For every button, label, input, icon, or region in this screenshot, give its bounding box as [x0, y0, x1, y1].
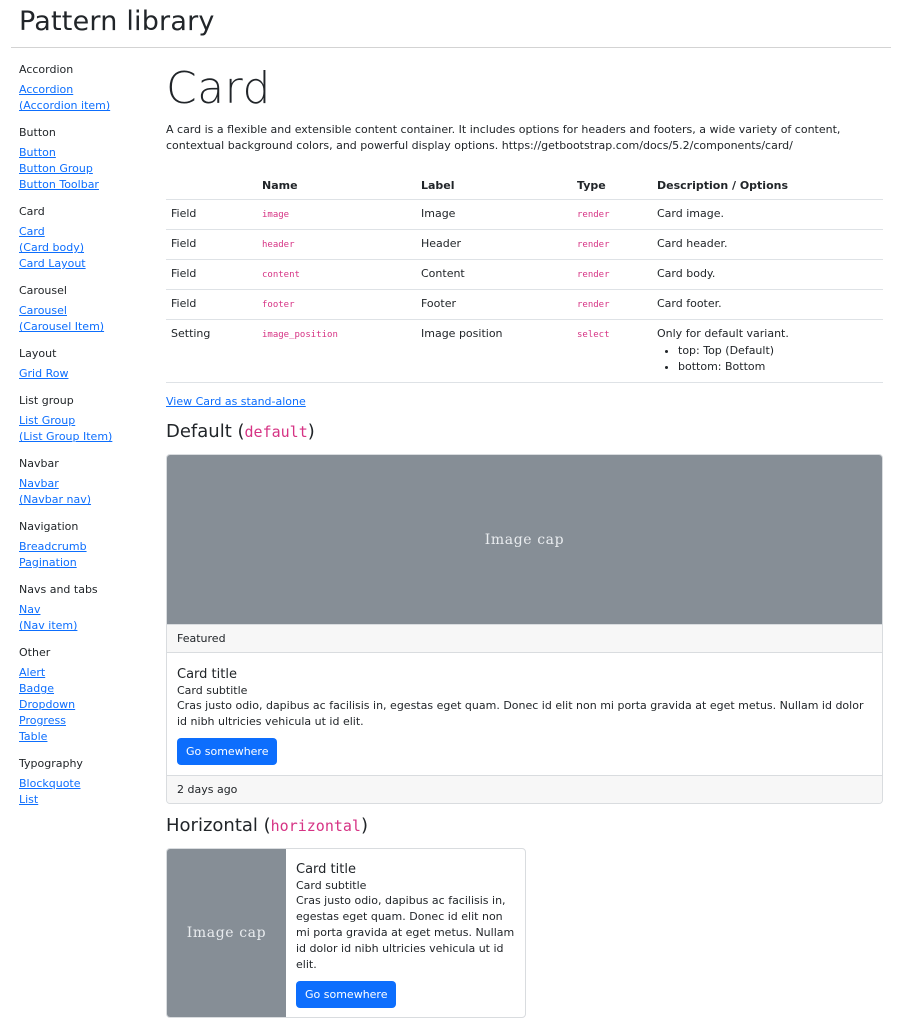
- sidebar-group-navigation: [19, 519, 149, 571]
- card-title: Card title: [296, 862, 356, 877]
- row-kind: Setting: [166, 320, 257, 383]
- variant-title-text: Horizontal (: [166, 815, 271, 836]
- column-header-description: Description / Options: [652, 172, 883, 200]
- sidebar-link-table[interactable]: Table: [19, 730, 48, 743]
- sidebar-link-card[interactable]: Card: [19, 225, 45, 238]
- go-somewhere-button[interactable]: Go somewhere: [177, 738, 277, 765]
- variant-title-close: ): [360, 815, 368, 836]
- sidebar-link-dropdown[interactable]: Dropdown: [19, 698, 76, 711]
- sidebar-link-carousel-item[interactable]: (Carousel Item): [19, 320, 105, 333]
- variant-code: default: [244, 423, 308, 441]
- options-list: [657, 343, 878, 375]
- variant-title-close: ): [307, 421, 315, 442]
- sidebar-group-title: Navs and tabs: [19, 583, 98, 596]
- sidebar-group-title: Navbar: [19, 457, 59, 470]
- sidebar-link-nav[interactable]: Nav: [19, 603, 41, 616]
- card-title: Card title: [177, 667, 237, 682]
- row-kind: Field: [166, 260, 257, 290]
- row-type: render: [577, 300, 610, 310]
- sidebar-link-card-layout[interactable]: Card Layout: [19, 257, 86, 270]
- table-row: [166, 230, 883, 260]
- sidebar: [19, 62, 149, 819]
- row-description: Card image.: [652, 200, 883, 230]
- sidebar-link-breadcrumb[interactable]: Breadcrumb: [19, 540, 87, 553]
- sidebar-group-title: Other: [19, 646, 51, 659]
- page-title: Pattern library: [19, 6, 215, 37]
- sidebar-link-nav-item[interactable]: (Nav item): [19, 619, 78, 632]
- card-subtitle: Card subtitle: [177, 684, 248, 697]
- row-kind: Field: [166, 290, 257, 320]
- table-row: [166, 260, 883, 290]
- sidebar-link-blockquote[interactable]: Blockquote: [19, 777, 81, 790]
- row-label: Image: [416, 200, 572, 230]
- column-header-type: Type: [572, 172, 652, 200]
- row-description: Only for default variant.: [657, 327, 789, 340]
- card-subtitle: Card subtitle: [296, 879, 367, 892]
- view-standalone-link[interactable]: View Card as stand-alone: [166, 395, 306, 408]
- properties-table: [166, 172, 883, 383]
- sidebar-link-progress[interactable]: Progress: [19, 714, 66, 727]
- image-cap-placeholder: [167, 455, 882, 624]
- card-footer: 2 days ago: [167, 775, 882, 803]
- column-header-name: Name: [257, 172, 416, 200]
- sidebar-group-title: Navigation: [19, 520, 79, 533]
- column-header-kind: [166, 172, 257, 200]
- row-type: select: [577, 330, 610, 340]
- table-header-row: [166, 172, 883, 200]
- variant-title-text: Default (: [166, 421, 245, 442]
- row-name: image_position: [262, 330, 338, 340]
- sidebar-link-badge[interactable]: Badge: [19, 682, 55, 695]
- card-body: [286, 849, 525, 1017]
- variant-title-default: [166, 420, 883, 444]
- row-description: Card header.: [652, 230, 883, 260]
- sidebar-link-accordion[interactable]: Accordion: [19, 83, 74, 96]
- sidebar-link-grid-row[interactable]: Grid Row: [19, 367, 69, 380]
- sidebar-link-list-group[interactable]: List Group: [19, 414, 76, 427]
- sidebar-group-title: Accordion: [19, 63, 74, 76]
- row-name: content: [262, 270, 300, 280]
- card-text: Cras justo odio, dapibus ac facilisis in, egestas eget quam. Donec id elit non mi porta gravida at eget metus. Nullam id dolor id nibh ultricies vehicula ut id elit.: [177, 699, 864, 728]
- sidebar-link-card-body[interactable]: (Card body): [19, 241, 85, 254]
- sidebar-link-navbar-nav[interactable]: (Navbar nav): [19, 493, 92, 506]
- option-item: • bottom: Bottom: [678, 359, 878, 375]
- card-body: [167, 653, 882, 775]
- sidebar-link-carousel[interactable]: Carousel: [19, 304, 67, 317]
- sidebar-group-title: Button: [19, 126, 56, 139]
- table-row: [166, 320, 883, 383]
- sidebar-group-title: Carousel: [19, 284, 67, 297]
- image-cap-label: Image cap: [484, 531, 565, 548]
- sidebar-group-title: Typography: [19, 757, 83, 770]
- row-kind: Field: [166, 200, 257, 230]
- sidebar-group-title: Layout: [19, 347, 57, 360]
- sidebar-link-button-group[interactable]: Button Group: [19, 162, 93, 175]
- sidebar-link-navbar[interactable]: Navbar: [19, 477, 59, 490]
- row-type: render: [577, 270, 610, 280]
- sidebar-group-carousel: [19, 283, 149, 335]
- row-type: render: [577, 210, 610, 220]
- sidebar-link-button[interactable]: Button: [19, 146, 56, 159]
- sidebar-group-layout: [19, 346, 149, 382]
- sidebar-link-list-group-item[interactable]: (List Group Item): [19, 430, 113, 443]
- card-text: Cras justo odio, dapibus ac facilisis in, egestas eget quam. Donec id elit non mi porta gravida at eget metus. Nullam id dolor id nibh ultricies vehicula ut id elit.: [296, 894, 515, 971]
- sidebar-group-navbar: [19, 456, 149, 508]
- row-description: Card footer.: [652, 290, 883, 320]
- sidebar-group-accordion: [19, 62, 149, 114]
- row-name: header: [262, 240, 295, 250]
- component-title: Card: [166, 63, 271, 114]
- row-description-cell: [652, 320, 883, 383]
- row-kind: Field: [166, 230, 257, 260]
- column-header-label: Label: [416, 172, 572, 200]
- row-label: Header: [416, 230, 572, 260]
- table-row: [166, 290, 883, 320]
- sidebar-link-button-toolbar[interactable]: Button Toolbar: [19, 178, 99, 191]
- sidebar-link-accordion-item[interactable]: (Accordion item): [19, 99, 111, 112]
- sidebar-group-title: Card: [19, 205, 45, 218]
- card-header: Featured: [167, 624, 882, 653]
- row-label: Image position: [416, 320, 572, 383]
- option-item: • top: Top (Default): [678, 343, 878, 359]
- sidebar-group-title: List group: [19, 394, 74, 407]
- image-cap-label: Image cap: [186, 925, 267, 941]
- go-somewhere-button[interactable]: Go somewhere: [296, 981, 396, 1008]
- card-default: [166, 454, 883, 804]
- variant-code: horizontal: [270, 817, 361, 835]
- variant-title-horizontal: [166, 814, 883, 838]
- row-description: Card body.: [652, 260, 883, 290]
- page-header: [11, 0, 891, 48]
- card-horizontal: [166, 848, 526, 1018]
- sidebar-link-alert[interactable]: Alert: [19, 666, 46, 679]
- row-type: render: [577, 240, 610, 250]
- sidebar-group-button: [19, 125, 149, 193]
- sidebar-link-pagination[interactable]: Pagination: [19, 556, 77, 569]
- sidebar-group-navs-and-tabs: [19, 582, 149, 634]
- row-label: Content: [416, 260, 572, 290]
- main-content: [166, 62, 883, 1018]
- sidebar-group-other: [19, 645, 149, 745]
- sidebar-group-list-group: [19, 393, 149, 445]
- sidebar-group-typography: [19, 756, 149, 808]
- row-name: footer: [262, 300, 295, 310]
- row-name: image: [262, 210, 290, 220]
- image-cap-placeholder: [167, 849, 286, 1017]
- row-label: Footer: [416, 290, 572, 320]
- sidebar-link-list[interactable]: List: [19, 793, 39, 806]
- component-description: A card is a flexible and extensible content container. It includes options for headers and footers, a wide variety of content, contextual background colors, and powerful display options. https://getbootstrap.com/docs/5.2/components/card/: [166, 123, 841, 152]
- sidebar-group-card: [19, 204, 149, 272]
- table-row: [166, 200, 883, 230]
